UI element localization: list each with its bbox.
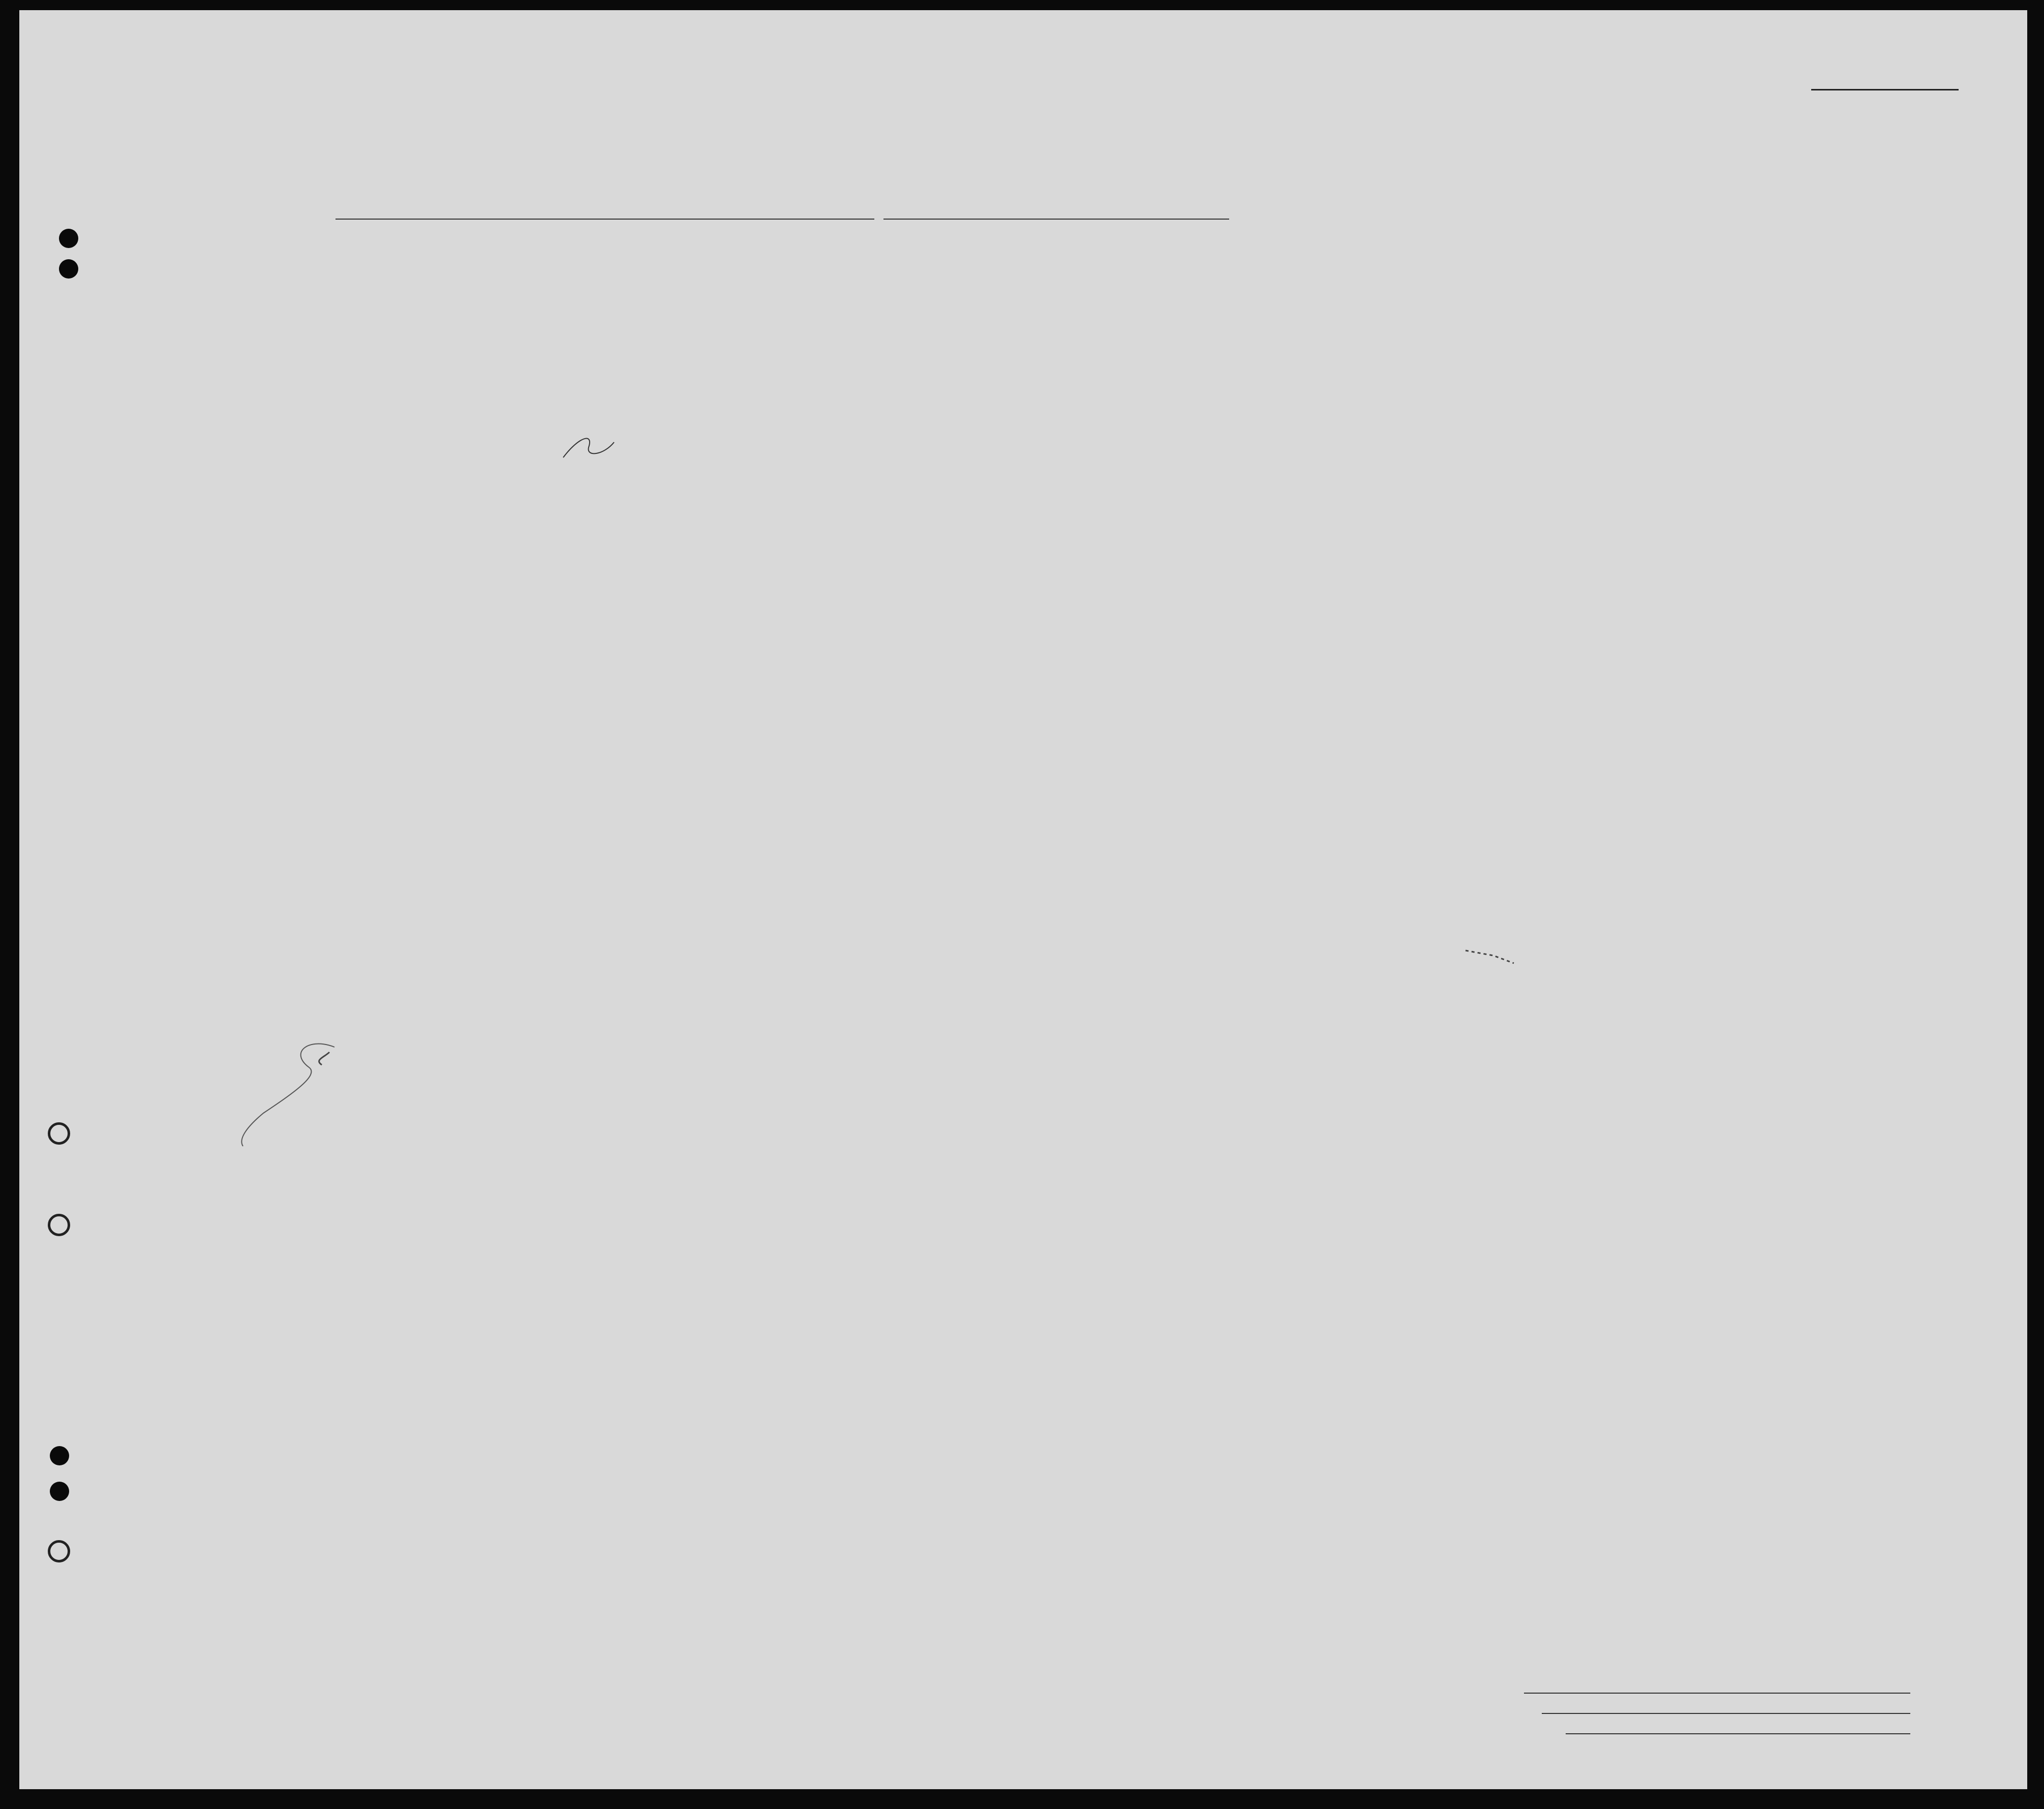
header-prison: [1316, 289, 1344, 418]
pencil-scribble: [233, 1037, 395, 1154]
header-feet: [1682, 366, 1697, 412]
header-purpose-citizen: [1275, 315, 1310, 417]
header-ticket: [596, 289, 612, 416]
manifest-sheet: [19, 10, 2027, 1789]
header-anarchist: [1392, 289, 1405, 418]
owners-field: [1542, 1713, 1910, 1714]
header-polygamist: [1366, 289, 1380, 418]
header-inches: [1706, 366, 1721, 412]
table-grid: [19, 10, 2027, 1789]
header-fifty-dollars: [718, 289, 741, 416]
local-agents-field: [1566, 1733, 1910, 1734]
header-purpose-return: [1200, 315, 1236, 417]
pencil-mark: [558, 427, 619, 468]
pencil-mark: [1463, 945, 1519, 966]
header-labor-offer: [1471, 289, 1506, 418]
header-question-28: [1412, 289, 1463, 418]
header-excluded: [1513, 289, 1528, 418]
header-purpose-length: [1238, 315, 1273, 417]
line-field: [1524, 1693, 1910, 1694]
header-arrested: [1535, 289, 1550, 418]
